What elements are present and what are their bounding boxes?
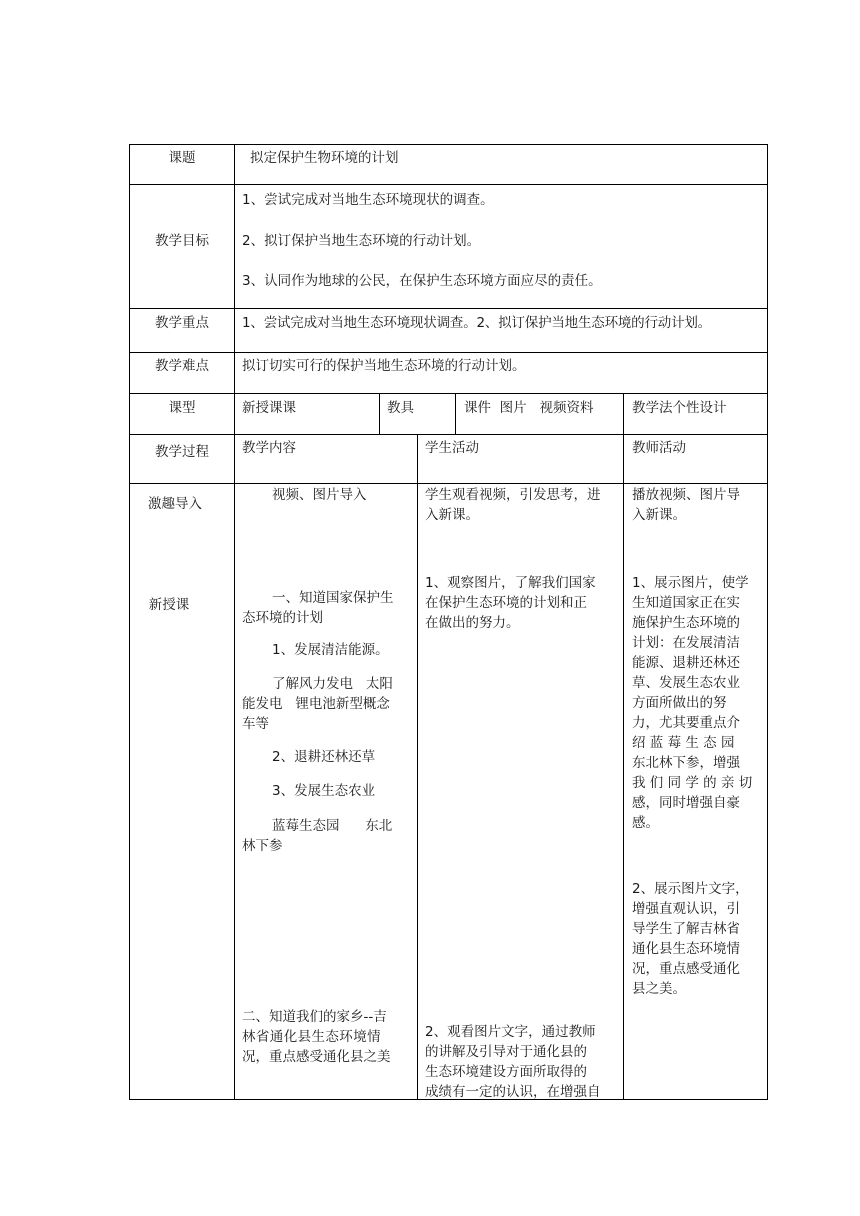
teacher-line: 况，重点感受通化 — [632, 961, 740, 977]
teacher-line: 草、发展生态农业 — [632, 675, 740, 691]
tools-label: 教具 — [387, 400, 414, 416]
teacher-line: 力，尤其要重点介 — [632, 715, 740, 731]
table-border-right — [767, 144, 768, 1100]
teacher-line: 方面所做出的努 — [632, 695, 727, 711]
table-rule — [129, 352, 768, 353]
table-rule — [455, 393, 456, 434]
student-line: 生态环境建设方面所取得的 — [425, 1064, 587, 1080]
table-rule — [129, 308, 768, 309]
teacher-line: 1、展示图片，使学 — [632, 575, 749, 591]
teacher-line: 计划：在发展清洁 — [632, 635, 740, 651]
teacher-line: 感，同时增强自豪 — [632, 795, 740, 811]
difficulty-label: 教学难点 — [155, 358, 209, 374]
table-rule — [379, 393, 380, 434]
content-line: 况，重点感受通化县之美 — [242, 1049, 391, 1065]
student-line: 在保护生态环境的计划和正 — [425, 595, 587, 611]
column-header-student: 学生活动 — [425, 440, 479, 456]
table-rule — [129, 434, 768, 435]
student-line: 在做出的努力。 — [425, 615, 520, 631]
goal-item: 1、尝试完成对当地生态环境现状的调查。 — [242, 192, 494, 208]
key-points-label: 教学重点 — [155, 315, 209, 331]
teacher-line: 绍 蓝 莓 生 态 园 — [632, 735, 735, 751]
content-line: 了解风力发电 太阳 — [272, 676, 393, 692]
teacher-line: 生知道国家正在实 — [632, 595, 740, 611]
student-line: 1、观察图片，了解我们国家 — [425, 575, 596, 591]
personal-design-label: 教学法个性设计 — [632, 400, 727, 416]
stage-intro-label: 激趣导入 — [148, 496, 202, 512]
teacher-line: 播放视频、图片导 — [632, 487, 740, 503]
course-type-label: 课型 — [168, 400, 196, 416]
teacher-line: 能源、退耕还林还 — [632, 655, 740, 671]
teacher-line: 导学生了解吉林省 — [632, 921, 740, 937]
content-line: 林省通化县生态环境情 — [242, 1029, 381, 1045]
teacher-line: 感。 — [632, 815, 659, 831]
content-line: 车等 — [242, 716, 269, 732]
content-line: 二、知道我们的家乡--吉 — [242, 1009, 387, 1025]
table-rule — [623, 393, 624, 1100]
column-header-content: 教学内容 — [242, 440, 296, 456]
course-type-value: 新授课课 — [242, 400, 296, 416]
teacher-line: 增强直观认识，引 — [632, 901, 740, 917]
difficulty-value: 拟订切实可行的保护当地生态环境的行动计划。 — [242, 358, 526, 374]
intro-content: 视频、图片导入 — [272, 487, 367, 503]
content-line: 1、发展清洁能源。 — [272, 642, 389, 658]
content-line: 3、发展生态农业 — [272, 783, 376, 799]
content-line: 林下参 — [242, 838, 283, 854]
table-border-top — [129, 144, 768, 145]
content-line: 蓝莓生态园 东北 — [272, 818, 393, 834]
student-line: 学生观看视频，引发思考，进 — [425, 487, 601, 503]
topic-value: 拟定保护生物环境的计划 — [250, 150, 399, 166]
goals-label: 教学目标 — [155, 233, 209, 249]
teacher-line: 东北林下参，增强 — [632, 755, 740, 771]
teacher-line: 通化县生态环境情 — [632, 941, 740, 957]
content-line: 2、退耕还林还草 — [272, 749, 376, 765]
content-line: 一、知道国家保护生 — [272, 590, 394, 606]
student-line: 的讲解及引导对于通化县的 — [425, 1044, 587, 1060]
key-points-value: 1、尝试完成对当地生态环境现状调查。2、拟订保护当地生态环境的行动计划。 — [242, 315, 711, 331]
teacher-line: 2、展示图片文字， — [632, 881, 749, 897]
content-line: 能发电 锂电池新型概念 — [242, 696, 390, 712]
column-header-teacher: 教师活动 — [632, 440, 686, 456]
student-line: 成绩有一定的认识，在增强自 — [425, 1084, 601, 1100]
teacher-line: 入新课。 — [632, 507, 686, 523]
tools-value: 课件 图片 视频资料 — [464, 400, 594, 416]
student-line: 入新课。 — [425, 507, 479, 523]
teacher-line: 县之美。 — [632, 981, 686, 997]
goal-item: 3、认同作为地球的公民，在保护生态环境方面应尽的责任。 — [242, 273, 602, 289]
table-rule — [234, 144, 235, 1100]
topic-label: 课题 — [168, 150, 196, 166]
teacher-line: 施保护生态环境的 — [632, 615, 740, 631]
table-rule — [129, 184, 768, 185]
content-line: 态环境的计划 — [242, 610, 323, 626]
table-border-left — [129, 144, 130, 1100]
table-rule — [417, 434, 418, 1100]
teacher-line: 我 们 同 学 的 亲 切 — [632, 775, 753, 791]
student-line: 2、观看图片文字，通过教师 — [425, 1024, 596, 1040]
goal-item: 2、拟订保护当地生态环境的行动计划。 — [242, 233, 481, 249]
stage-new-label: 新授课 — [148, 597, 190, 613]
table-rule — [129, 393, 768, 394]
process-label: 教学过程 — [155, 444, 209, 460]
